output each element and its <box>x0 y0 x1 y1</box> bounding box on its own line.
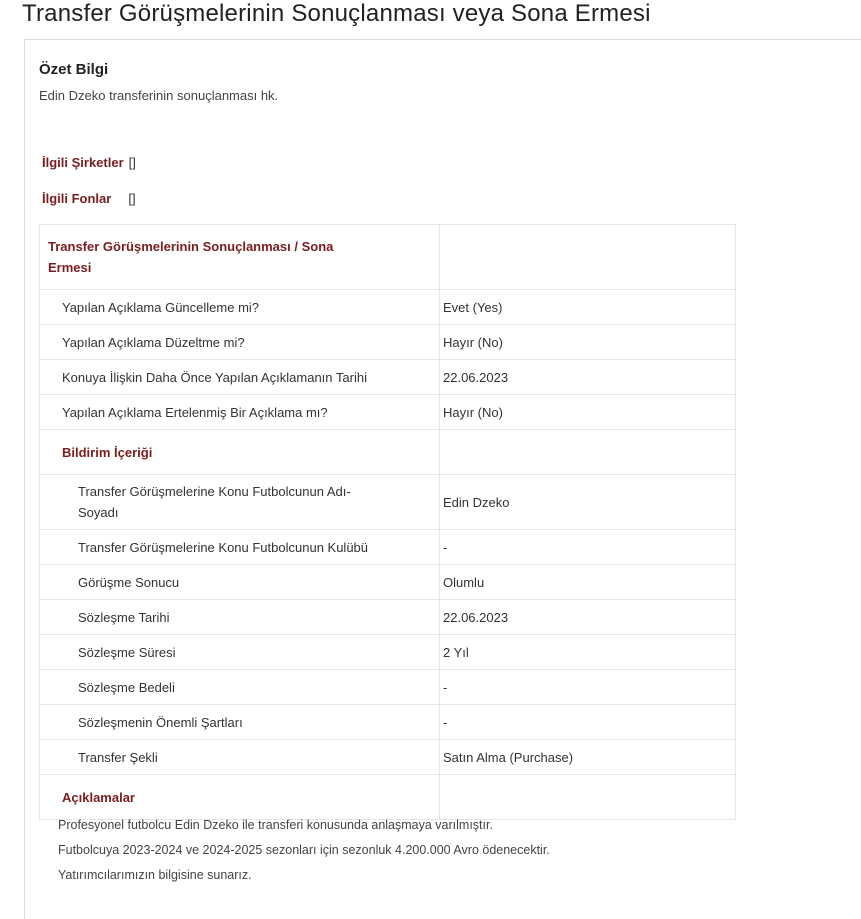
disclosure-card <box>24 39 861 919</box>
row-value: Evet (Yes) <box>440 290 736 325</box>
row-value: Hayır (No) <box>440 395 736 430</box>
note-line: Futbolcuya 2023-2024 ve 2024-2025 sezonları için sezonluk 4.200.000 Avro ödenecektir. <box>58 843 550 857</box>
section-notes-header: Açıklamalar <box>40 775 440 820</box>
main-section-header: Transfer Görüşmelerinin Sonuçlanması / Sona Ermesi <box>48 239 334 275</box>
row-label: Sözleşme Süresi <box>40 635 440 670</box>
row-label: Yapılan Açıklama Düzeltme mi? <box>40 325 440 360</box>
table-header-row <box>40 225 736 290</box>
table-row <box>40 325 736 360</box>
row-value: Hayır (No) <box>440 325 736 360</box>
row-value: - <box>440 530 736 565</box>
related-funds-label: İlgili Fonlar <box>42 191 112 206</box>
table-row <box>40 565 736 600</box>
table-row <box>40 635 736 670</box>
row-label: Yapılan Açıklama Ertelenmiş Bir Açıklama mı? <box>40 395 440 430</box>
row-label: Yapılan Açıklama Güncelleme mi? <box>40 290 440 325</box>
row-label: Görüşme Sonucu <box>40 565 440 600</box>
related-funds <box>42 191 136 206</box>
row-label: Transfer Şekli <box>40 740 440 775</box>
related-companies-value: [] <box>128 155 136 170</box>
row-value: - <box>440 705 736 740</box>
related-companies-label: İlgili Şirketler <box>42 155 124 170</box>
explanation-notes <box>58 813 550 888</box>
note-line: Profesyonel futbolcu Edin Dzeko ile transferi konusunda anlaşmaya varılmıştır. <box>58 818 493 832</box>
table-row <box>40 360 736 395</box>
section-row <box>40 430 736 475</box>
table-row <box>40 530 736 565</box>
row-value: - <box>440 670 736 705</box>
row-label: Sözleşmenin Önemli Şartları <box>40 705 440 740</box>
note-line: Yatırımcılarımızın bilgisine sunarız. <box>58 868 252 882</box>
table-row <box>40 475 736 530</box>
row-label: Transfer Görüşmelerine Konu Futbolcunun Kulübü <box>40 530 440 565</box>
row-label: Transfer Görüşmelerine Konu Futbolcunun Adı-Soyadı <box>78 484 351 520</box>
table-row <box>40 670 736 705</box>
row-label: Sözleşme Bedeli <box>40 670 440 705</box>
row-label: Konuya İlişkin Daha Önce Yapılan Açıklamanın Tarihi <box>40 360 440 395</box>
summary-heading: Özet Bilgi <box>39 61 109 78</box>
table-row <box>40 600 736 635</box>
table-row <box>40 705 736 740</box>
table-row <box>40 395 736 430</box>
row-value: 22.06.2023 <box>440 360 736 395</box>
row-value: Olumlu <box>440 565 736 600</box>
row-value: Satın Alma (Purchase) <box>440 740 736 775</box>
row-value: 2 Yıl <box>440 635 736 670</box>
row-value: 22.06.2023 <box>440 600 736 635</box>
summary-text: Edin Dzeko transferinin sonuçlanması hk. <box>39 88 279 103</box>
row-label: Sözleşme Tarihi <box>40 600 440 635</box>
page-title: Transfer Görüşmelerinin Sonuçlanması veya Sona Ermesi <box>22 0 651 27</box>
table-row <box>40 290 736 325</box>
related-funds-value: [] <box>128 191 136 206</box>
table-row <box>40 740 736 775</box>
disclosure-table <box>39 224 736 820</box>
section-content-header: Bildirim İçeriği <box>40 430 440 475</box>
row-value: Edin Dzeko <box>440 475 736 530</box>
related-companies <box>42 155 136 170</box>
